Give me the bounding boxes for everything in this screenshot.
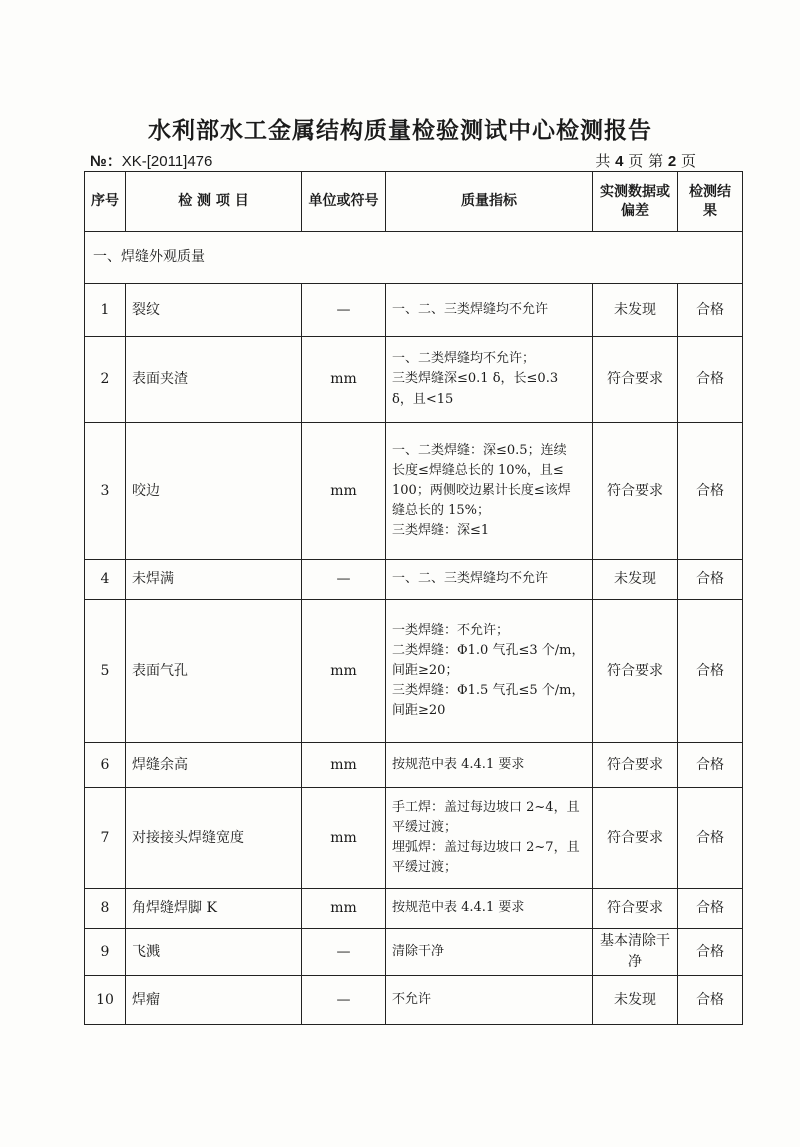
column-header-result: 检测结果 xyxy=(678,172,743,232)
row-seq: 9 xyxy=(85,929,126,976)
row-result: 合格 xyxy=(678,889,743,929)
criterion-line: 平缓过渡； xyxy=(392,860,458,876)
criterion-line: 长度≤焊缝总长的 10%，且≤ xyxy=(392,462,564,478)
row-seq: 3 xyxy=(85,423,126,560)
row-criterion xyxy=(386,560,593,600)
table-header-row xyxy=(85,172,743,232)
criterion-line: 三类焊缝：深≤1 xyxy=(392,523,490,539)
report-title: 水利部水工金属结构质量检验测试中心检测报告 xyxy=(148,117,652,144)
row-result: 合格 xyxy=(678,976,743,1025)
row-measured: 未发现 xyxy=(593,976,678,1025)
row-unit: mm xyxy=(302,423,386,560)
row-unit: mm xyxy=(302,337,386,423)
row-item: 焊缝余高 xyxy=(126,743,302,788)
table-row xyxy=(85,284,743,337)
row-seq: 2 xyxy=(85,337,126,423)
row-item: 裂纹 xyxy=(126,284,302,337)
criterion-line: 一、二类焊缝：深≤0.5；连续 xyxy=(392,442,567,458)
row-seq: 10 xyxy=(85,976,126,1025)
section-title: 一、焊缝外观质量 xyxy=(85,232,743,284)
row-unit: — xyxy=(302,560,386,600)
row-item: 飞溅 xyxy=(126,929,302,976)
criterion-line: 平缓过渡； xyxy=(392,819,458,835)
row-criterion xyxy=(386,284,593,337)
row-item: 对接接头焊缝宽度 xyxy=(126,788,302,889)
column-header-seq: 序号 xyxy=(85,172,126,232)
criterion-line: δ，且<15 xyxy=(392,391,454,407)
row-measured: 符合要求 xyxy=(593,788,678,889)
criterion-line: 间距≥20 xyxy=(392,703,446,719)
row-unit: mm xyxy=(302,600,386,743)
row-seq: 8 xyxy=(85,889,126,929)
row-unit: mm xyxy=(302,743,386,788)
criterion-line: 间距≥20； xyxy=(392,662,459,678)
table-row xyxy=(85,600,743,743)
criterion-line: 100；两侧咬边累计长度≤该焊 xyxy=(392,482,571,498)
row-result: 合格 xyxy=(678,929,743,976)
row-criterion xyxy=(386,889,593,929)
row-unit: — xyxy=(302,284,386,337)
row-seq: 7 xyxy=(85,788,126,889)
page-total-prefix: 共 xyxy=(595,152,611,170)
row-measured: 符合要求 xyxy=(593,423,678,560)
row-item: 焊瘤 xyxy=(126,976,302,1025)
row-criterion xyxy=(386,929,593,976)
page-indicator xyxy=(595,150,696,171)
table-row xyxy=(85,889,743,929)
row-criterion xyxy=(386,600,593,743)
criterion-line: 不允许 xyxy=(392,991,432,1007)
criterion-line: 按规范中表 4.4.1 要求 xyxy=(392,900,525,916)
row-item: 表面气孔 xyxy=(126,600,302,743)
row-seq: 6 xyxy=(85,743,126,788)
criterion-line: 一、二类焊缝均不允许； xyxy=(392,351,536,367)
row-item: 咬边 xyxy=(126,423,302,560)
row-item: 表面夹渣 xyxy=(126,337,302,423)
row-result: 合格 xyxy=(678,284,743,337)
criterion-line: 手工焊：盖过每边坡口 2~4，且 xyxy=(392,799,580,815)
criterion-line: 三类焊缝深≤0.1 δ，长≤0.3 xyxy=(392,371,559,387)
row-criterion xyxy=(386,976,593,1025)
row-measured: 未发现 xyxy=(593,284,678,337)
row-result: 合格 xyxy=(678,788,743,889)
table-row xyxy=(85,337,743,423)
criterion-line: 一、二、三类焊缝均不允许 xyxy=(392,301,549,317)
row-item: 角焊缝焊脚 K xyxy=(126,889,302,929)
criterion-line: 三类焊缝：Φ1.5 气孔≤5 个/m， xyxy=(392,683,585,699)
criterion-line: 二类焊缝：Φ1.0 气孔≤3 个/m， xyxy=(392,642,585,658)
criterion-line: 埋弧焊：盖过每边坡口 2~7，且 xyxy=(392,840,580,855)
row-measured: 符合要求 xyxy=(593,743,678,788)
row-criterion xyxy=(386,788,593,889)
row-seq: 5 xyxy=(85,600,126,743)
row-criterion xyxy=(386,423,593,560)
criterion-line: 一类焊缝：不允许； xyxy=(392,622,510,638)
row-result: 合格 xyxy=(678,600,743,743)
row-result: 合格 xyxy=(678,423,743,560)
criterion-line: 一、二、三类焊缝均不允许 xyxy=(392,571,549,587)
criterion-line: 按规范中表 4.4.1 要求 xyxy=(392,756,525,772)
row-unit: — xyxy=(302,929,386,976)
row-measured: 符合要求 xyxy=(593,889,678,929)
page-suffix: 页 xyxy=(680,152,696,170)
page-total: 4 xyxy=(615,153,624,170)
row-criterion xyxy=(386,743,593,788)
row-result: 合格 xyxy=(678,743,743,788)
document-number-label: №： xyxy=(90,153,122,170)
column-header-item: 检 测 项 目 xyxy=(126,172,302,232)
row-result: 合格 xyxy=(678,337,743,423)
row-result: 合格 xyxy=(678,560,743,600)
row-item: 未焊满 xyxy=(126,560,302,600)
row-unit: mm xyxy=(302,788,386,889)
row-measured: 符合要求 xyxy=(593,600,678,743)
table-row xyxy=(85,743,743,788)
criterion-line: 清除干净 xyxy=(392,943,445,959)
table-row xyxy=(85,788,743,889)
document-number-value: XK-[2011]476 xyxy=(121,153,213,170)
inspection-table xyxy=(84,171,743,1025)
column-header-measured: 实测数据或偏差 xyxy=(593,172,678,232)
table-row xyxy=(85,929,743,976)
row-unit: — xyxy=(302,976,386,1025)
column-header-unit: 单位或符号 xyxy=(302,172,386,232)
section-row xyxy=(85,232,743,284)
table-row xyxy=(85,976,743,1025)
page-mid-text: 页 第 xyxy=(628,152,664,170)
row-measured: 基本清除干净 xyxy=(593,929,678,976)
row-seq: 4 xyxy=(85,560,126,600)
table-row xyxy=(85,423,743,560)
row-measured: 符合要求 xyxy=(593,337,678,423)
page-current: 2 xyxy=(667,153,677,170)
row-unit: mm xyxy=(302,889,386,929)
row-measured: 未发现 xyxy=(593,560,678,600)
document-number xyxy=(90,150,212,171)
table-row xyxy=(85,560,743,600)
row-criterion xyxy=(386,337,593,423)
column-header-criterion: 质量指标 xyxy=(386,172,593,232)
criterion-line: 缝总长的 15%； xyxy=(392,503,491,519)
row-seq: 1 xyxy=(85,284,126,337)
